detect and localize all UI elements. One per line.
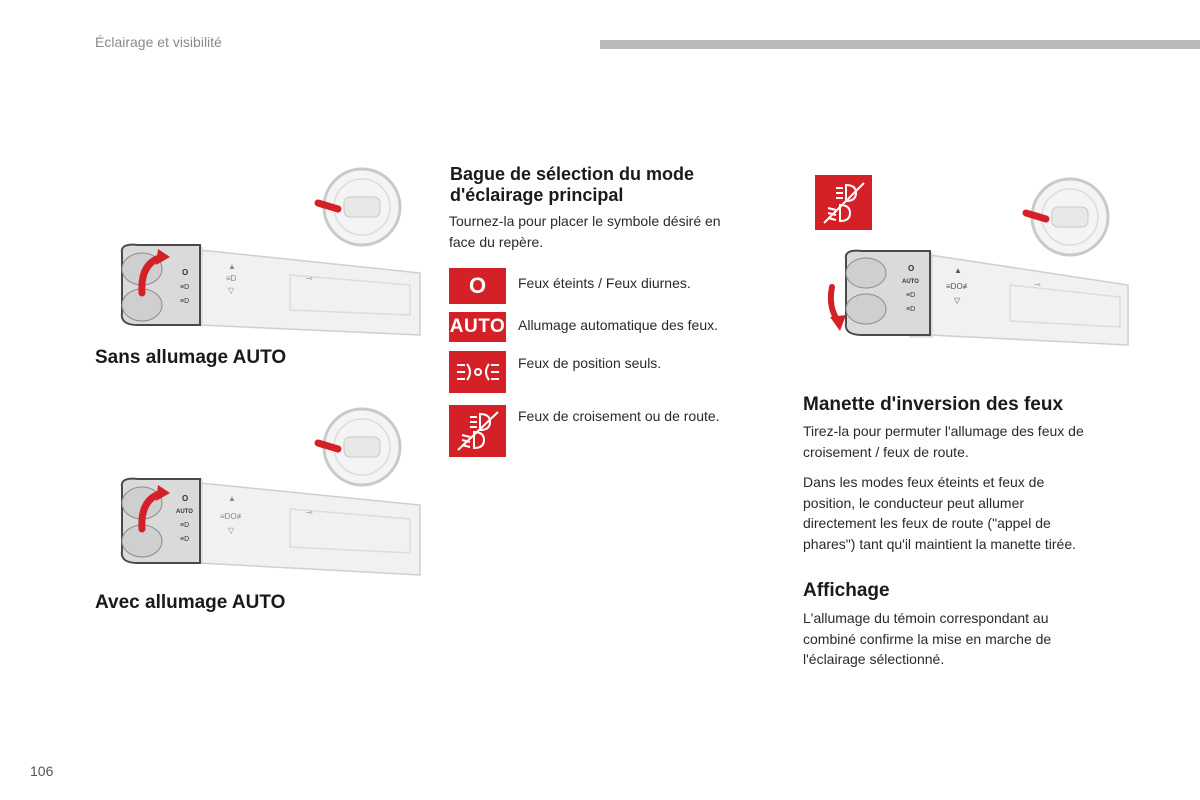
section-heading-ring: Bague de sélection du mode d'éclairage principal (450, 164, 695, 205)
section-heading-affichage: Affichage (803, 580, 890, 601)
svg-text:≡D: ≡D (180, 522, 190, 529)
figure-caption-with-auto: Avec allumage AUTO (95, 592, 286, 613)
mode-badge-position-lights (449, 351, 506, 393)
svg-text:▽: ▽ (228, 286, 235, 295)
svg-text:▲: ▲ (954, 266, 962, 275)
position-lights-icon (453, 357, 503, 387)
svg-text:⊸: ⊸ (1034, 280, 1041, 289)
paragraph-inversion-1: Tirez-la pour permuter l'allumage des feux de croisement / feux de route. (803, 423, 1084, 460)
paragraph-affichage: L'allumage du témoin correspondant au combiné confirme la mise en marche de l'éclairage sélectionné. (803, 610, 1052, 667)
stalk-illustration-beam-toggle (820, 175, 1130, 350)
svg-text:O: O (182, 494, 189, 503)
svg-text:O: O (908, 264, 915, 273)
svg-text:▲: ▲ (228, 494, 236, 503)
svg-text:≡DO≢: ≡DO≢ (220, 512, 245, 521)
mode-text-dipped-main-beam: Feux de croisement ou de route. (518, 408, 720, 424)
svg-text:AUTO: AUTO (902, 279, 919, 285)
svg-text:AUTO: AUTO (176, 509, 193, 515)
pull-arrow-icon (831, 287, 838, 321)
svg-text:O: O (182, 268, 189, 277)
stalk-illustration-no-auto (110, 165, 422, 340)
paragraph-inversion-2: Dans les modes feux éteints et feux de position, le conducteur peut allumer directement les feux de route ("appel de phares") tant qu'il maintient la manette tirée. (803, 474, 1077, 552)
mode-text-off: Feux éteints / Feux diurnes. (518, 275, 691, 291)
section-heading-inversion: Manette d'inversion des feux (803, 394, 1064, 415)
svg-text:≡D: ≡D (180, 536, 190, 543)
svg-text:▲: ▲ (228, 262, 236, 271)
mode-text-position-lights: Feux de position seuls. (518, 355, 662, 371)
svg-text:≡DO≢: ≡DO≢ (946, 282, 971, 291)
mode-text-auto: Allumage automatique des feux. (518, 317, 719, 333)
svg-text:⊸: ⊸ (306, 274, 313, 283)
svg-text:▽: ▽ (228, 526, 235, 535)
svg-text:≡D: ≡D (906, 306, 916, 313)
svg-text:▽: ▽ (954, 296, 961, 305)
mode-badge-auto: AUTO (449, 312, 506, 342)
svg-text:≡D: ≡D (180, 298, 190, 305)
section-intro-ring: Tournez-la pour placer le symbole désiré en face du repère. (449, 213, 721, 250)
section-title: Éclairage et visibilité (95, 34, 222, 50)
mode-badge-dipped-main-beam (449, 405, 506, 457)
svg-text:≡D: ≡D (906, 292, 916, 299)
svg-text:≡D: ≡D (180, 284, 190, 291)
stalk-illustration-with-auto (110, 405, 422, 580)
page-number: 106 (30, 763, 54, 779)
svg-text:≡D: ≡D (226, 274, 237, 283)
header-bar (600, 40, 1200, 49)
mode-badge-off: O (449, 268, 506, 304)
figure-caption-no-auto: Sans allumage AUTO (95, 347, 287, 368)
dipped-main-beam-icon (452, 408, 504, 454)
svg-text:⊸: ⊸ (306, 508, 313, 517)
